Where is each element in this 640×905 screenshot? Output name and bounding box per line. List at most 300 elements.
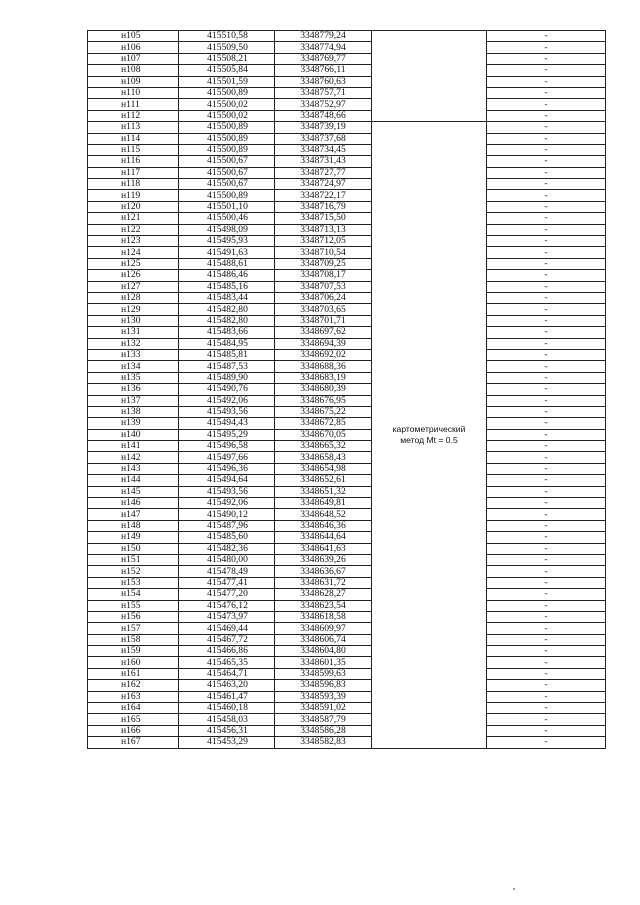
table-row [88,623,606,634]
point-id-cell: н155 [88,600,179,611]
table-row [88,179,606,190]
error-cell: - [487,406,606,417]
y-coordinate-cell: 3348769,77 [275,53,372,64]
table-row [88,532,606,543]
y-coordinate-cell: 3348593,39 [275,691,372,702]
table-row [88,167,606,178]
x-coordinate-cell: 415508,21 [179,53,275,64]
point-id-cell: н166 [88,725,179,736]
y-coordinate-cell: 3348676,95 [275,395,372,406]
error-cell: - [487,429,606,440]
table-row [88,42,606,53]
point-id-cell: н158 [88,634,179,645]
point-id-cell: н162 [88,680,179,691]
point-id-cell: н165 [88,714,179,725]
x-coordinate-cell: 415505,84 [179,65,275,76]
table-row [88,110,606,121]
x-coordinate-cell: 415458,03 [179,714,275,725]
error-cell: - [487,31,606,42]
point-id-cell: н130 [88,315,179,326]
point-id-cell: н114 [88,133,179,144]
x-coordinate-cell: 415495,93 [179,236,275,247]
x-coordinate-cell: 415485,16 [179,281,275,292]
method-accuracy: метод Mt = 0.5 [400,434,458,445]
error-cell: - [487,87,606,98]
y-coordinate-cell: 3348683,19 [275,372,372,383]
x-coordinate-cell: 415492,06 [179,395,275,406]
error-cell: - [487,646,606,657]
x-coordinate-cell: 415500,67 [179,156,275,167]
x-coordinate-cell: 415494,64 [179,475,275,486]
y-coordinate-cell: 3348709,25 [275,258,372,269]
x-coordinate-cell: 415496,36 [179,463,275,474]
table-row [88,270,606,281]
x-coordinate-cell: 415460,18 [179,703,275,714]
coordinates-table [87,30,606,749]
y-coordinate-cell: 3348707,53 [275,281,372,292]
point-id-cell: н132 [88,338,179,349]
table-row [88,361,606,372]
point-id-cell: н160 [88,657,179,668]
error-cell: - [487,76,606,87]
error-cell: - [487,144,606,155]
x-coordinate-cell: 415456,31 [179,725,275,736]
y-coordinate-cell: 3348739,19 [275,122,372,133]
y-coordinate-cell: 3348760,63 [275,76,372,87]
y-coordinate-cell: 3348628,27 [275,589,372,600]
error-cell: - [487,725,606,736]
error-cell: - [487,395,606,406]
point-id-cell: н137 [88,395,179,406]
error-cell: - [487,270,606,281]
y-coordinate-cell: 3348606,74 [275,634,372,645]
point-id-cell: н133 [88,349,179,360]
y-coordinate-cell: 3348586,28 [275,725,372,736]
x-coordinate-cell: 415500,02 [179,99,275,110]
y-coordinate-cell: 3348670,05 [275,429,372,440]
table-row [88,349,606,360]
x-coordinate-cell: 415482,36 [179,543,275,554]
point-id-cell: н111 [88,99,179,110]
error-cell: - [487,384,606,395]
table-row [88,680,606,691]
table-row [88,122,606,133]
y-coordinate-cell: 3348779,24 [275,31,372,42]
y-coordinate-cell: 3348715,50 [275,213,372,224]
error-cell: - [487,452,606,463]
table-row [88,281,606,292]
point-id-cell: н139 [88,418,179,429]
table-row [88,452,606,463]
x-coordinate-cell: 415509,50 [179,42,275,53]
table-row [88,611,606,622]
error-cell: - [487,680,606,691]
x-coordinate-cell: 415500,89 [179,133,275,144]
y-coordinate-cell: 3348737,68 [275,133,372,144]
y-coordinate-cell: 3348675,22 [275,406,372,417]
point-id-cell: н138 [88,406,179,417]
point-id-cell: н157 [88,623,179,634]
x-coordinate-cell: 415482,80 [179,315,275,326]
error-cell: - [487,441,606,452]
x-coordinate-cell: 415476,12 [179,600,275,611]
table-row [88,315,606,326]
point-id-cell: н144 [88,475,179,486]
point-id-cell: н106 [88,42,179,53]
error-cell: - [487,258,606,269]
error-cell: - [487,714,606,725]
point-id-cell: н147 [88,509,179,520]
error-cell: - [487,634,606,645]
method-cell [372,122,487,748]
point-id-cell: н125 [88,258,179,269]
method-cell-empty [372,31,487,122]
x-coordinate-cell: 415501,59 [179,76,275,87]
point-id-cell: н105 [88,31,179,42]
y-coordinate-cell: 3348703,65 [275,304,372,315]
error-cell: - [487,304,606,315]
y-coordinate-cell: 3348734,45 [275,144,372,155]
error-cell: - [487,418,606,429]
table-row [88,65,606,76]
point-id-cell: н119 [88,190,179,201]
table-row [88,475,606,486]
table-row [88,395,606,406]
y-coordinate-cell: 3348582,83 [275,737,372,748]
error-cell: - [487,520,606,531]
point-id-cell: н131 [88,327,179,338]
error-cell: - [487,224,606,235]
table-row [88,566,606,577]
y-coordinate-cell: 3348651,32 [275,486,372,497]
table-row [88,406,606,417]
x-coordinate-cell: 415488,61 [179,258,275,269]
point-id-cell: н117 [88,167,179,178]
error-cell: - [487,110,606,121]
table-row [88,543,606,554]
error-cell: - [487,623,606,634]
table-row [88,258,606,269]
error-cell: - [487,532,606,543]
error-cell: - [487,463,606,474]
y-coordinate-cell: 3348665,32 [275,441,372,452]
point-id-cell: н123 [88,236,179,247]
y-coordinate-cell: 3348644,64 [275,532,372,543]
point-id-cell: н152 [88,566,179,577]
point-id-cell: н164 [88,703,179,714]
coordinates-table-body [88,31,606,749]
y-coordinate-cell: 3348601,35 [275,657,372,668]
point-id-cell: н129 [88,304,179,315]
x-coordinate-cell: 415493,56 [179,406,275,417]
y-coordinate-cell: 3348712,05 [275,236,372,247]
point-id-cell: н153 [88,577,179,588]
x-coordinate-cell: 415510,58 [179,31,275,42]
point-id-cell: н142 [88,452,179,463]
x-coordinate-cell: 415500,67 [179,179,275,190]
y-coordinate-cell: 3348599,63 [275,668,372,679]
point-id-cell: н124 [88,247,179,258]
y-coordinate-cell: 3348697,62 [275,327,372,338]
x-coordinate-cell: 415500,67 [179,167,275,178]
error-cell: - [487,600,606,611]
x-coordinate-cell: 415477,41 [179,577,275,588]
table-row [88,703,606,714]
error-cell: - [487,554,606,565]
point-id-cell: н148 [88,520,179,531]
x-coordinate-cell: 415501,10 [179,201,275,212]
point-id-cell: н109 [88,76,179,87]
point-id-cell: н112 [88,110,179,121]
x-coordinate-cell: 415482,80 [179,304,275,315]
table-row [88,554,606,565]
x-coordinate-cell: 415500,89 [179,122,275,133]
point-id-cell: н110 [88,87,179,98]
error-cell: - [487,509,606,520]
point-id-cell: н159 [88,646,179,657]
point-id-cell: н163 [88,691,179,702]
x-coordinate-cell: 415463,20 [179,680,275,691]
y-coordinate-cell: 3348649,81 [275,498,372,509]
table-row [88,657,606,668]
error-cell: - [487,566,606,577]
x-coordinate-cell: 415495,29 [179,429,275,440]
x-coordinate-cell: 415498,09 [179,224,275,235]
error-cell: - [487,292,606,303]
point-id-cell: н146 [88,498,179,509]
table-row [88,372,606,383]
table-row [88,498,606,509]
y-coordinate-cell: 3348646,36 [275,520,372,531]
error-cell: - [487,133,606,144]
point-id-cell: н156 [88,611,179,622]
y-coordinate-cell: 3348748,66 [275,110,372,121]
x-coordinate-cell: 415500,02 [179,110,275,121]
table-row [88,646,606,657]
table-row [88,725,606,736]
x-coordinate-cell: 415490,12 [179,509,275,520]
y-coordinate-cell: 3348639,26 [275,554,372,565]
x-coordinate-cell: 415500,46 [179,213,275,224]
table-row [88,304,606,315]
y-coordinate-cell: 3348701,71 [275,315,372,326]
x-coordinate-cell: 415478,49 [179,566,275,577]
table-row [88,589,606,600]
table-row [88,714,606,725]
x-coordinate-cell: 415497,66 [179,452,275,463]
x-coordinate-cell: 415466,86 [179,646,275,657]
table-row [88,201,606,212]
point-id-cell: н145 [88,486,179,497]
point-id-cell: н154 [88,589,179,600]
y-coordinate-cell: 3348692,02 [275,349,372,360]
table-row [88,190,606,201]
error-cell: - [487,498,606,509]
point-id-cell: н113 [88,122,179,133]
error-cell: - [487,179,606,190]
table-row [88,76,606,87]
table-row [88,87,606,98]
point-id-cell: н122 [88,224,179,235]
error-cell: - [487,99,606,110]
scan-speck [513,888,515,890]
table-row [88,31,606,42]
error-cell: - [487,349,606,360]
y-coordinate-cell: 3348587,79 [275,714,372,725]
error-cell: - [487,65,606,76]
table-row [88,691,606,702]
table-row [88,156,606,167]
x-coordinate-cell: 415492,06 [179,498,275,509]
x-coordinate-cell: 415491,63 [179,247,275,258]
y-coordinate-cell: 3348596,83 [275,680,372,691]
point-id-cell: н108 [88,65,179,76]
error-cell: - [487,361,606,372]
x-coordinate-cell: 415484,95 [179,338,275,349]
x-coordinate-cell: 415465,35 [179,657,275,668]
table-row [88,133,606,144]
y-coordinate-cell: 3348708,17 [275,270,372,281]
method-name: картометрический [392,423,466,434]
point-id-cell: н149 [88,532,179,543]
table-row [88,247,606,258]
y-coordinate-cell: 3348694,39 [275,338,372,349]
table-row [88,509,606,520]
error-cell: - [487,543,606,554]
y-coordinate-cell: 3348648,52 [275,509,372,520]
error-cell: - [487,201,606,212]
y-coordinate-cell: 3348713,13 [275,224,372,235]
table-row [88,429,606,440]
point-id-cell: н107 [88,53,179,64]
table-row [88,668,606,679]
point-id-cell: н135 [88,372,179,383]
error-cell: - [487,372,606,383]
table-row [88,338,606,349]
x-coordinate-cell: 415489,90 [179,372,275,383]
error-cell: - [487,42,606,53]
x-coordinate-cell: 415453,29 [179,737,275,748]
table-row [88,292,606,303]
error-cell: - [487,281,606,292]
y-coordinate-cell: 3348591,02 [275,703,372,714]
point-id-cell: н116 [88,156,179,167]
error-cell: - [487,486,606,497]
y-coordinate-cell: 3348724,97 [275,179,372,190]
error-cell: - [487,703,606,714]
point-id-cell: н127 [88,281,179,292]
error-cell: - [487,737,606,748]
y-coordinate-cell: 3348604,80 [275,646,372,657]
point-id-cell: н136 [88,384,179,395]
error-cell: - [487,611,606,622]
x-coordinate-cell: 415464,71 [179,668,275,679]
table-row [88,384,606,395]
table-row [88,577,606,588]
error-cell: - [487,668,606,679]
y-coordinate-cell: 3348727,77 [275,167,372,178]
x-coordinate-cell: 415477,20 [179,589,275,600]
error-cell: - [487,589,606,600]
table-row [88,463,606,474]
y-coordinate-cell: 3348623,54 [275,600,372,611]
point-id-cell: н134 [88,361,179,372]
table-row [88,486,606,497]
y-coordinate-cell: 3348641,63 [275,543,372,554]
x-coordinate-cell: 415487,53 [179,361,275,372]
error-cell: - [487,236,606,247]
x-coordinate-cell: 415487,96 [179,520,275,531]
x-coordinate-cell: 415500,89 [179,190,275,201]
y-coordinate-cell: 3348731,43 [275,156,372,167]
y-coordinate-cell: 3348688,36 [275,361,372,372]
y-coordinate-cell: 3348722,17 [275,190,372,201]
x-coordinate-cell: 415480,00 [179,554,275,565]
point-id-cell: н150 [88,543,179,554]
point-id-cell: н143 [88,463,179,474]
y-coordinate-cell: 3348631,72 [275,577,372,588]
table-row [88,737,606,748]
error-cell: - [487,475,606,486]
table-row [88,418,606,429]
error-cell: - [487,213,606,224]
x-coordinate-cell: 415493,56 [179,486,275,497]
table-row [88,327,606,338]
y-coordinate-cell: 3348757,71 [275,87,372,98]
error-cell: - [487,327,606,338]
error-cell: - [487,691,606,702]
y-coordinate-cell: 3348636,67 [275,566,372,577]
point-id-cell: н121 [88,213,179,224]
y-coordinate-cell: 3348766,11 [275,65,372,76]
x-coordinate-cell: 415485,81 [179,349,275,360]
y-coordinate-cell: 3348672,85 [275,418,372,429]
y-coordinate-cell: 3348680,39 [275,384,372,395]
x-coordinate-cell: 415486,46 [179,270,275,281]
table-row [88,441,606,452]
point-id-cell: н140 [88,429,179,440]
point-id-cell: н128 [88,292,179,303]
table-row [88,99,606,110]
table-row [88,236,606,247]
x-coordinate-cell: 415473,97 [179,611,275,622]
x-coordinate-cell: 415500,89 [179,144,275,155]
x-coordinate-cell: 415483,66 [179,327,275,338]
error-cell: - [487,53,606,64]
x-coordinate-cell: 415467,72 [179,634,275,645]
table-row [88,53,606,64]
point-id-cell: н126 [88,270,179,281]
table-row [88,600,606,611]
x-coordinate-cell: 415500,89 [179,87,275,98]
error-cell: - [487,577,606,588]
error-cell: - [487,315,606,326]
x-coordinate-cell: 415469,44 [179,623,275,634]
y-coordinate-cell: 3348774,94 [275,42,372,53]
y-coordinate-cell: 3348716,79 [275,201,372,212]
x-coordinate-cell: 415494,43 [179,418,275,429]
y-coordinate-cell: 3348609,97 [275,623,372,634]
table-row [88,634,606,645]
error-cell: - [487,167,606,178]
table-row [88,213,606,224]
point-id-cell: н120 [88,201,179,212]
point-id-cell: н151 [88,554,179,565]
point-id-cell: н161 [88,668,179,679]
x-coordinate-cell: 415461,47 [179,691,275,702]
y-coordinate-cell: 3348706,24 [275,292,372,303]
y-coordinate-cell: 3348752,97 [275,99,372,110]
